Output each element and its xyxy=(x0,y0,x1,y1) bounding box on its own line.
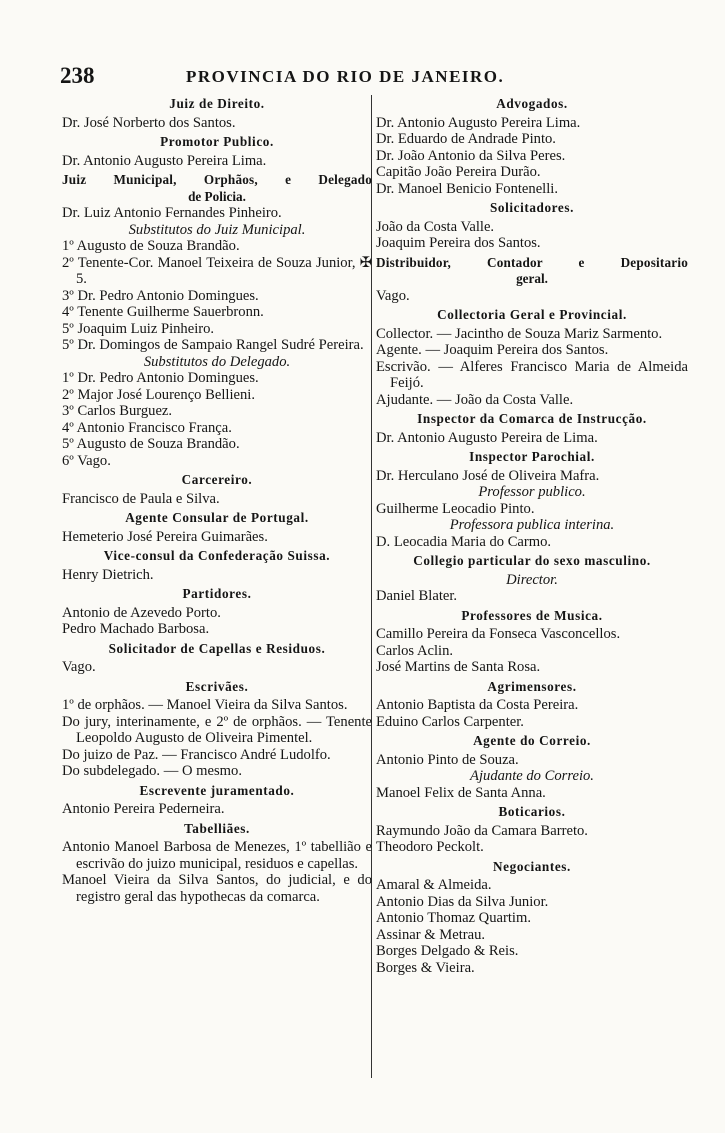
list-item: Escrivão. — Alferes Francisco Maria de Almeida Feijó. xyxy=(376,358,688,391)
section-heading: Juiz de Direito. xyxy=(169,96,265,111)
right-column xyxy=(376,93,688,976)
section-heading: Negociantes. xyxy=(493,858,571,874)
list-item: Ajudante. — João da Costa Valle. xyxy=(376,391,574,408)
list-item: Dr. João Antonio da Silva Peres. xyxy=(376,147,566,164)
list-item: D. Leocadia Maria do Carmo. xyxy=(376,533,552,550)
list-item: Dr. Luiz Antonio Fernandes Pinheiro. xyxy=(62,205,282,221)
section-heading: Partidores. xyxy=(182,586,252,601)
list-item: Dr. Antonio Augusto Pereira de Lima. xyxy=(376,429,598,446)
list-item: 2º Tenente-Cor. Manoel Teixeira de Souza Junior, ✠ 5. xyxy=(62,254,372,287)
list-item: 5º Joaquim Luiz Pinheiro. xyxy=(62,320,215,337)
list-item: 1º de orphãos. — Manoel Vieira da Silva Santos. xyxy=(62,697,348,713)
list-item: Camillo Pereira da Fonseca Vasconcellos. xyxy=(376,626,621,642)
subsection-heading: Professor publico. xyxy=(478,484,586,500)
list-item: Dr. Herculano José de Oliveira Mafra. xyxy=(376,467,600,484)
section-heading: Collectoria Geral e Provincial. xyxy=(437,307,627,322)
list-item: Borges & Vieira. xyxy=(376,959,475,976)
section-heading: Inspector da Comarca de Instrucção. xyxy=(417,411,647,426)
list-item: Manoel Vieira da Silva Santos, do judicial, e do registro geral das hypothecas da comarca. xyxy=(62,872,372,905)
section-heading: Carcereiro. xyxy=(181,472,253,487)
section-heading: Collegio particular do sexo masculino. xyxy=(413,553,651,568)
section-heading: Escrevente juramentado. xyxy=(139,782,295,798)
list-item: Hemeterio José Pereira Guimarães. xyxy=(62,528,268,545)
list-item: Pedro Machado Barbosa. xyxy=(62,621,210,637)
list-item: Antonio de Azevedo Porto. xyxy=(62,604,221,621)
running-title: PROVINCIA DO RIO DE JANEIRO. xyxy=(186,67,505,86)
list-item: Guilherme Leocadio Pinto. xyxy=(376,500,535,517)
section-heading: Tabelliães. xyxy=(184,820,250,836)
list-item: Manoel Felix de Santa Anna. xyxy=(376,784,546,801)
list-item: 4º Tenente Guilherme Sauerbronn. xyxy=(62,304,264,320)
list-item: Dr. Antonio Augusto Pereira Lima. xyxy=(62,152,267,169)
list-item: 3º Carlos Burguez. xyxy=(62,403,173,419)
left-column xyxy=(62,93,372,905)
list-item: Antonio Pereira Pederneira. xyxy=(62,801,225,817)
list-item: Do subdelegado. — O mesmo. xyxy=(62,763,242,779)
list-item: Amaral & Almeida. xyxy=(376,877,492,893)
section-heading: Agente Consular de Portugal. xyxy=(125,510,309,525)
list-item: Collector. — Jacintho de Souza Mariz Sarmento. xyxy=(376,325,663,342)
subsection-heading: Ajudante do Correio. xyxy=(470,768,594,784)
list-item: Raymundo João da Camara Barreto. xyxy=(376,822,588,839)
list-item: Agente. — Joaquim Pereira dos Santos. xyxy=(376,342,609,358)
list-item: Joaquim Pereira dos Santos. xyxy=(376,235,541,251)
list-item: 3º Dr. Pedro Antonio Domingues. xyxy=(62,287,259,304)
section-heading: Agente do Correio. xyxy=(473,733,591,748)
section-heading: Juiz Municipal, Orphãos, e Delegado xyxy=(62,172,372,187)
section-heading: Solicitador de Capellas e Residuos. xyxy=(108,640,326,656)
list-item: Henry Dietrich. xyxy=(62,566,154,583)
page-header xyxy=(60,63,680,93)
list-item: Do juizo de Paz. — Francisco André Ludolfo. xyxy=(62,746,331,763)
list-item: 4º Antonio Francisco França. xyxy=(62,419,232,436)
list-item: Vago. xyxy=(62,659,96,675)
list-item: Assinar & Metrau. xyxy=(376,926,486,943)
page-number: 238 xyxy=(60,63,95,88)
list-item: Dr. Manoel Benicio Fontenelli. xyxy=(376,180,558,197)
list-item: Francisco de Paula e Silva. xyxy=(62,490,220,507)
list-item: Borges Delgado & Reis. xyxy=(376,943,519,959)
section-heading: Advogados. xyxy=(496,96,568,111)
list-item: Capitão João Pereira Durão. xyxy=(376,164,541,180)
list-item: Daniel Blater. xyxy=(376,588,458,604)
list-item: Antonio Baptista da Costa Pereira. xyxy=(376,697,579,713)
subsection-heading: Professora publica interina. xyxy=(449,517,615,533)
list-item: Dr. José Norberto dos Santos. xyxy=(62,114,236,131)
list-item: João da Costa Valle. xyxy=(376,218,495,235)
subsection-heading: Substitutos do Juiz Municipal. xyxy=(128,221,306,238)
list-item: 6º Vago. xyxy=(62,452,111,469)
section-heading: Inspector Parochial. xyxy=(469,449,595,464)
section-heading: Vice-consul da Confederação Suissa. xyxy=(103,548,331,563)
list-item: Vago. xyxy=(376,287,410,304)
list-item: 1º Dr. Pedro Antonio Domingues. xyxy=(62,370,259,386)
list-item: Antonio Thomaz Quartim. xyxy=(376,910,531,926)
section-heading: Promotor Publico. xyxy=(160,134,274,149)
list-item: Theodoro Peckolt. xyxy=(376,839,484,855)
list-item: José Martins de Santa Rosa. xyxy=(376,659,541,675)
list-item: Do jury, interinamente, e 2º de orphãos. — Tenente Leopoldo Augusto de Oliveira Pimentel. xyxy=(62,713,372,746)
section-heading: Distribuidor, Contador e Depositario xyxy=(376,254,688,270)
list-item: Eduino Carlos Carpenter. xyxy=(376,713,524,730)
list-item: 5º Augusto de Souza Brandão. xyxy=(62,436,240,452)
section-heading: Solicitadores. xyxy=(490,200,574,215)
section-heading-continuation: geral. xyxy=(516,271,548,286)
list-item: Carlos Aclin. xyxy=(376,642,454,659)
subsection-heading: Substitutos do Delegado. xyxy=(143,353,291,370)
section-heading: Escrivães. xyxy=(185,678,249,694)
subsection-heading: Director. xyxy=(506,571,558,588)
section-heading: Professores de Musica. xyxy=(461,607,603,623)
list-item: Antonio Dias da Silva Junior. xyxy=(376,893,549,910)
list-item: 2º Major José Lourenço Bellieni. xyxy=(62,386,255,403)
list-item: Dr. Eduardo de Andrade Pinto. xyxy=(376,131,556,147)
section-heading: Agrimensores. xyxy=(487,678,577,694)
list-item: Antonio Manoel Barbosa de Menezes, 1º tabellião e escrivão do juizo municipal, residuos e capellas. xyxy=(62,839,372,872)
list-item: 5º Dr. Domingos de Sampaio Rangel Sudré Pereira. xyxy=(62,337,364,353)
list-item: Dr. Antonio Augusto Pereira Lima. xyxy=(376,114,581,131)
list-item: 1º Augusto de Souza Brandão. xyxy=(62,238,240,254)
section-heading-continuation: de Policia. xyxy=(188,188,246,204)
section-heading: Boticarios. xyxy=(498,804,566,819)
list-item: Antonio Pinto de Souza. xyxy=(376,751,519,768)
